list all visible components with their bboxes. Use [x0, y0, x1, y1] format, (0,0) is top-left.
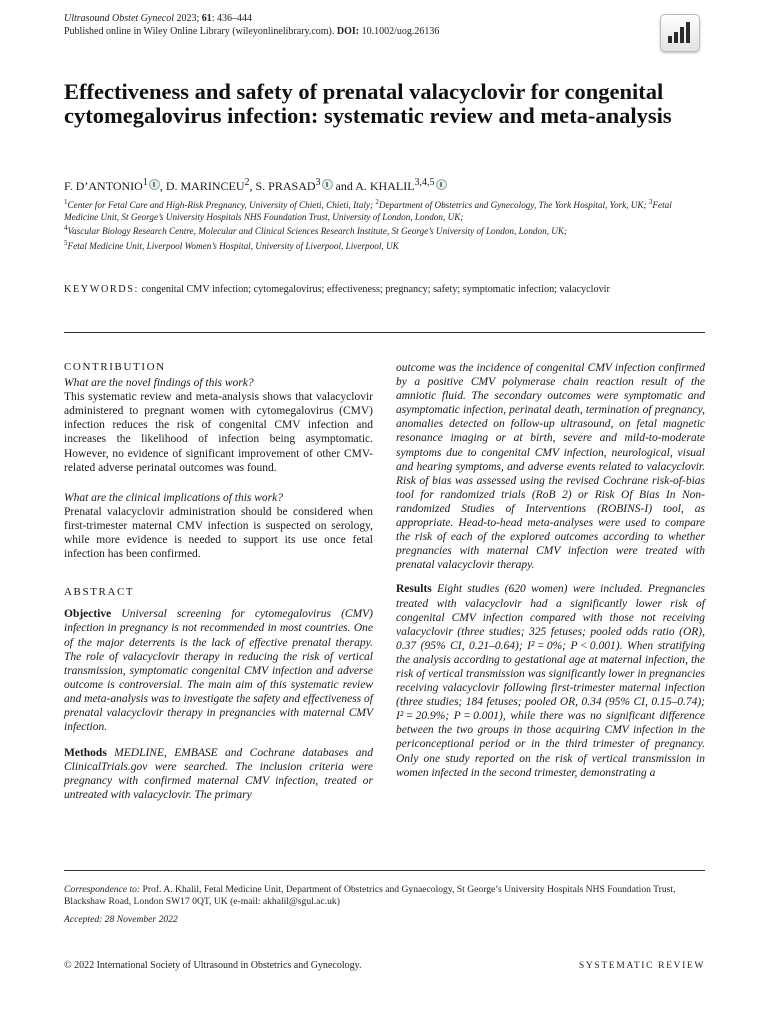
keywords-text: congenital CMV infection; cytomegalovirus; effectiveness; pregnancy; safety; symptomatic infection; valacyclovir [138, 284, 610, 295]
orcid-icon[interactable] [322, 179, 333, 190]
contribution-heading: CONTRIBUTION [64, 361, 166, 373]
correspondence-label: Correspondence to: [64, 884, 141, 895]
objective-label: Objective [64, 608, 112, 621]
left-column [64, 360, 373, 803]
citation-line [64, 12, 439, 25]
affiliation-text: Department of Obstetrics and Gynecology, The York Hospital, York, UK; [378, 200, 649, 211]
correspondence-block [64, 884, 705, 908]
contribution-question-2: What are the clinical implications of this work? [64, 491, 284, 504]
doi-label: DOI: [336, 26, 360, 37]
orcid-icon[interactable] [436, 179, 447, 190]
affiliation-text: Fetal Medicine Unit, St George’s University Hospitals NHS Foundation Trust, University of London, London, UK; [64, 200, 672, 222]
author-list [64, 175, 714, 194]
author-name: A. KHALIL [355, 179, 415, 193]
affiliations [64, 197, 704, 253]
affiliation-text: Center for Fetal Care and High-Risk Pregnancy, University of Chieti, Chieti, Italy; [67, 200, 376, 211]
keywords-label: KEYWORDS: [64, 284, 139, 295]
contribution-answer-1: This systematic review and meta-analysis shows that valacyclovir administered to pregnant women with cytomegalovirus (CMV) infection reduces the risk of congenital CMV infection and increases the likelihood of infection being asymptomatic. However, no evidence of significant improvement of other CMV-related adverse perinatal outcomes was found. [64, 391, 373, 474]
accepted-date: Accepted: 28 November 2022 [64, 914, 178, 926]
orcid-icon[interactable] [149, 179, 160, 190]
author-name: D. MARINCEU [165, 179, 245, 193]
author[interactable] [256, 179, 333, 193]
journal-name: Ultrasound Obstet Gynecol [64, 13, 174, 24]
abstract-methods-continued: outcome was the incidence of congenital CMV infection confirmed by a positive CMV polymerase chain reaction result of the amniotic fluid. The secondary outcomes were symptomatic and asymptomatic infection, perinatal death, termination of pregnancy, anomalies detected on follow-up ultrasound, on fetal magnetic resonance imaging or at birth, severe and mild-to-moderate symptoms due to congenital CMV infection, neurological, visual and hearing symptoms, and adverse events related to valacyclovir. Risk of bias was assessed using the revised Cochrane risk-of-bias tool for randomized trials (RoB 2) or Risk Of Bias In Non-randomized Studies of Interventions (ROBINS-I) tool, as appropriate. Head-to-head meta-analyses were used to compare the risk of each of the explored outcomes according to whether pregnancies with maternal CMV infection were treated with prenatal valacyclovir therapy. [396, 362, 705, 572]
author-affiliation-ref: 2 [244, 177, 250, 188]
affiliation-number: 4 [64, 224, 68, 233]
doi-value[interactable]: 10.1002/uog.26136 [359, 26, 440, 37]
abstract-objective [64, 607, 373, 734]
journal-header [64, 12, 439, 38]
affiliation-number: 2 [375, 198, 379, 206]
affiliation-text: Fetal Medicine Unit, Liverpool Women’s Hospital, University of Liverpool, Liverpool, UK [67, 240, 399, 251]
affiliation-number: 1 [64, 198, 68, 206]
affiliation-text: Vascular Biology Research Centre, Molecular and Clinical Sciences Research Institute, St George’s University of London, London, UK; [67, 226, 568, 237]
author-name: S. PRASAD [255, 179, 316, 193]
author[interactable] [64, 179, 160, 193]
objective-text: Universal screening for cytomegalovirus (CMV) infection in pregnancy is not recommended in most countries. One of the major deterrents is the lack of effective prenatal therapy. The role of valacyclovir therapy in reducing the risk of vertical transmission, symptomatic congenital CMV infection and adverse outcome is controversial. The main aim of this systematic review and meta-analysis was to investigate the safety and effectiveness of prenatal valacyclovir therapy in pregnancies with maternal CMV infection. [64, 608, 373, 734]
abstract-methods [64, 746, 373, 802]
methods-text: MEDLINE, EMBASE and Cochrane databases and ClinicalTrials.gov were searched. The inclusion criteria were pregnancy with confirmed maternal CMV infection, treated or untreated with valacyclovir. The primary [64, 747, 373, 802]
results-label: Results [396, 583, 432, 596]
contribution-answer-2: Prenatal valacyclovir administration should be considered when first-trimester maternal CMV infection is suspected on serology, while more evidence is needed to support its use once fetal infection has been confirmed. [64, 505, 373, 561]
author-separator: , [249, 179, 256, 193]
author-affiliation-ref: 1 [142, 177, 148, 188]
keywords [64, 283, 704, 296]
section-divider [64, 332, 705, 333]
author-separator: , [159, 179, 166, 193]
correspondence-text: Prof. A. Khalil, Fetal Medicine Unit, Department of Obstetrics and Gynaecology, St George’s University Hospitals NHS Foundation Trust, Blackshaw Road, London SW17 0QT, UK (e-mail: akhalil@sgul.ac.uk) [64, 884, 676, 908]
published-line [64, 25, 439, 38]
abstract-results [396, 582, 705, 779]
methods-label: Methods [64, 747, 107, 760]
author[interactable] [355, 179, 446, 193]
author-separator: and [332, 179, 356, 193]
author[interactable] [166, 179, 250, 193]
author-affiliation-ref: 3 [315, 177, 321, 188]
bar-chart-icon [666, 20, 694, 46]
affiliation-number: 5 [64, 238, 68, 247]
correspondence [64, 884, 705, 927]
footnote-divider [64, 870, 705, 871]
article-title: Effectiveness and safety of prenatal valacyclovir for congenital cytomegalovirus infection: systematic review and meta-analysis [64, 79, 672, 128]
article-metrics-button[interactable] [660, 14, 700, 52]
author-name: F. D’ANTONIO [64, 179, 143, 193]
right-column [396, 361, 705, 780]
journal-pages: : 436–444 [211, 13, 253, 24]
author-affiliation-ref: 3,4,5 [414, 177, 435, 188]
contribution-question-1: What are the novel findings of this work? [64, 377, 254, 390]
journal-volume: 61 [201, 13, 212, 24]
results-text: Eight studies (620 women) were included. Pregnancies treated with valacyclovir had a significantly lower risk of congenital CMV infection compared with those not receiving valacyclovir (three studies; 325 fetuses; pooled odds ratio (OR), 0.37 (95% CI, 0.21–0.64); I² = 0%; P < 0.001). When stratifying the analysis according to gestational age at maternal infection, the risk of vertical transmission was significantly lower in pregnancies receiving valacyclovir following first-trimester maternal infection (three studies; 184 fetuses; pooled OR, 0.34 (95% CI, 0.15–0.74); I² = 20.9%; P = 0.001), while there was no significant difference between the two groups in those acquiring CMV infection in the periconceptional period or in the third trimester of pregnancy. Only one study reported on the risk of vertical transmission in women infected in the second trimester, demonstrating a [396, 583, 705, 779]
page-footer [64, 960, 705, 972]
article-type: SYSTEMATIC REVIEW [578, 960, 705, 971]
journal-year: 2023; [174, 13, 202, 24]
affiliation-number: 3 [648, 198, 653, 206]
copyright: © 2022 International Society of Ultrasound in Obstetrics and Gynecology. [64, 960, 362, 971]
abstract-heading: ABSTRACT [64, 586, 135, 599]
published-text: Published online in Wiley Online Library (wileyonlinelibrary.com). [64, 26, 337, 37]
